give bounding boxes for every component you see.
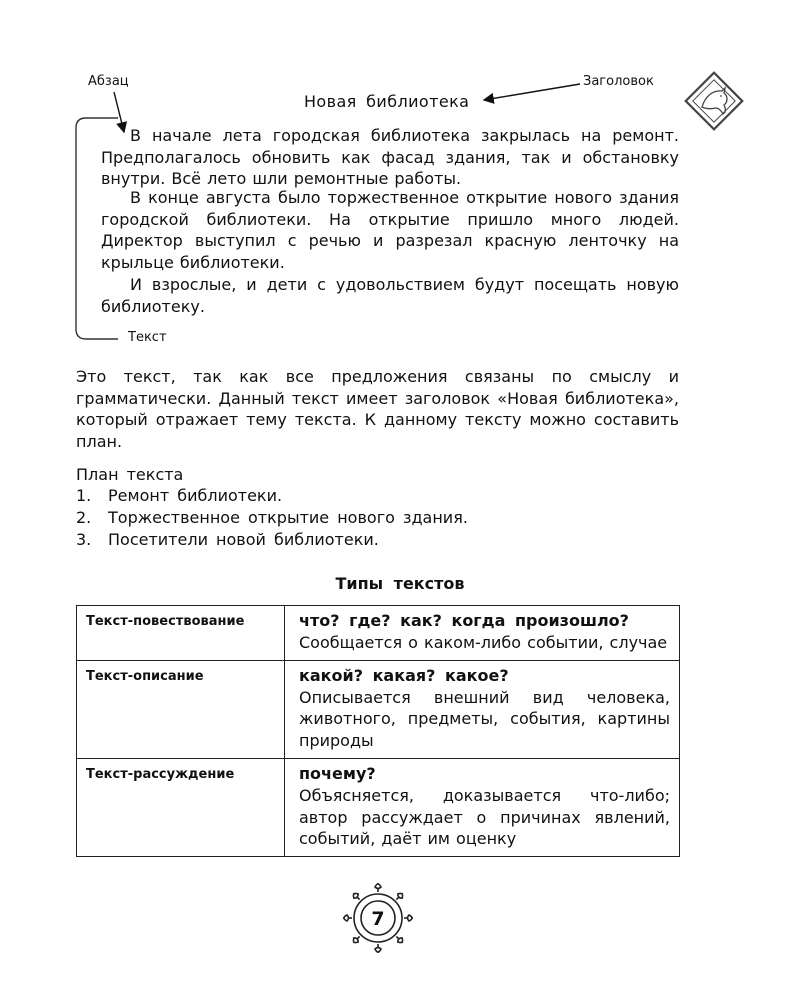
text-type-name: Текст-рассуждение: [77, 758, 285, 856]
plan-item: [76, 507, 468, 529]
plan-item-number: 1.: [76, 486, 92, 505]
text-label: Текст: [128, 330, 167, 345]
plan-item-text: Ремонт библиотеки.: [108, 486, 283, 505]
dolphin-icon: [686, 73, 743, 130]
explanation-text: Это текст, так как все предложения связаны по смыслу и грамматически. Данный текст имеет заголовок «Новая библиотека», который отражает тему текста. К данному тексту можно составить план.: [76, 367, 679, 452]
story-paragraph: В начале лета городская библиотека закрылась на ремонт. Предполагалось обновить как фасад здания, так и обстановку внутри. Всё лето шли ремонтные работы.: [101, 126, 679, 189]
plan-item-text: Посетители новой библиотеки.: [108, 530, 379, 549]
plan-list: [76, 485, 468, 551]
plan-title: План текста: [76, 465, 184, 484]
text-type-description: Объясняется, доказывается что-либо; автор рассуждает о причинах явлений, событий, даёт им оценку: [299, 785, 670, 849]
text-type-name: Текст-описание: [77, 660, 285, 758]
text-type-description: Описывается внешний вид человека, животного, предметы, события, картины природы: [299, 687, 670, 751]
text-type-questions: какой? какая? какое?: [299, 665, 509, 685]
plan-item-text: Торжественное открытие нового здания.: [108, 508, 468, 527]
ship-wheel-icon: [338, 878, 418, 958]
page-number: 7: [371, 908, 385, 930]
story-paragraph: В конце августа было торжественное открытие нового здания городской библиотеки. На открытие пришло много людей. Директор выступил с речью и разрезал красную ленточку на крыльце библиотеки.: [101, 188, 679, 273]
story-title: Новая библиотека: [304, 92, 470, 111]
text-type-questions: почему?: [299, 763, 376, 783]
text-type-questions: что? где? как? когда произошло?: [299, 611, 629, 630]
table-row: [77, 606, 680, 661]
story-paragraph: И взрослые, и дети с удовольствием будут посещать новую библиотеку.: [101, 275, 679, 316]
heading-label: Заголовок: [583, 74, 654, 89]
table-row: [77, 660, 680, 758]
plan-item: [76, 485, 468, 507]
plan-item: [76, 529, 468, 551]
text-type-name: Текст-повествование: [77, 606, 285, 661]
page-number-badge: [338, 878, 418, 958]
text-type-cell: [285, 660, 680, 758]
plan-item-number: 3.: [76, 530, 92, 549]
table-row: [77, 758, 680, 856]
text-type-description: Сообщается о каком-либо событии, случае: [299, 633, 668, 652]
types-table-title: Типы текстов: [335, 574, 465, 593]
paragraph-label: Абзац: [88, 74, 129, 89]
text-type-cell: [285, 758, 680, 856]
heading-arrow: [484, 84, 580, 100]
plan-item-number: 2.: [76, 508, 92, 527]
text-types-table: [76, 605, 680, 857]
text-type-cell: [285, 606, 680, 661]
